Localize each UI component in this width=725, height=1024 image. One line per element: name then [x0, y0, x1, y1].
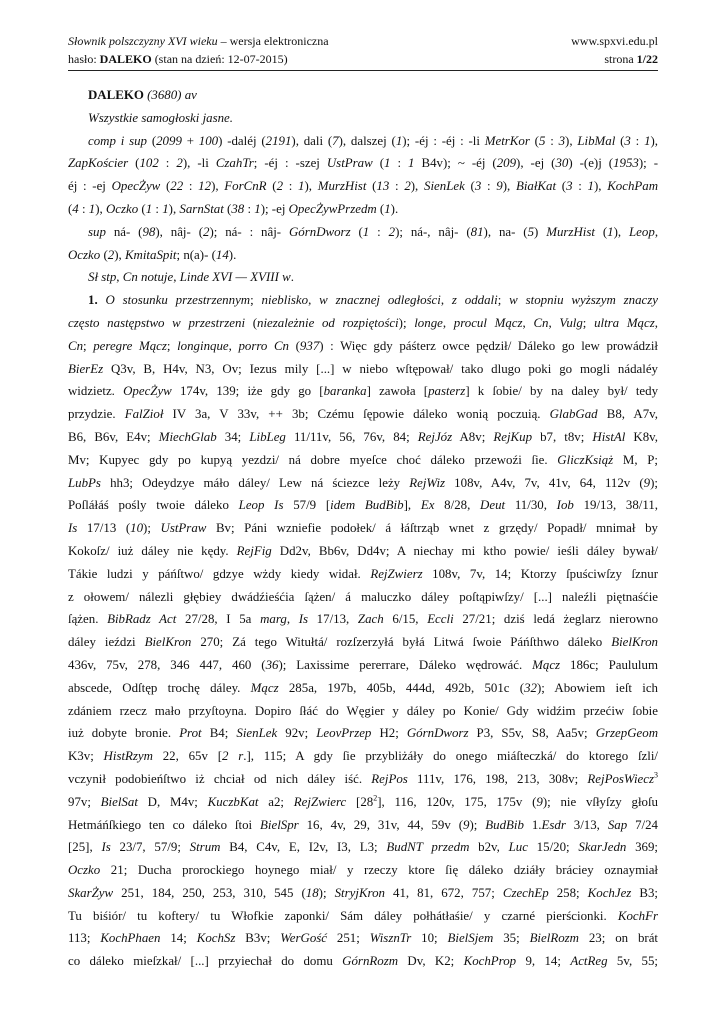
dictionary-title: Słownik polszczyzny XVI wieku – wersja elektroniczna: [68, 34, 329, 48]
vowels-note: Wszystkie samogłoski jasne.: [88, 110, 234, 125]
page-header: [68, 32, 658, 68]
entry-label: hasło: DALEKO (stan na dzień: 12-07-2015): [68, 52, 288, 66]
page-number: strona 1/22: [604, 52, 658, 66]
header-row-1: [68, 32, 658, 50]
sense-1-paragraph: 1. O stosunku przestrzennym; nieblisko, w znacznej odległości, z oddali; w stopniu wyższym znaczy często następstwo w przestrzeni (niezależnie od rozpiętości); longe, procul Mącz, Cn, Vulg; ultra Mącz, Cn; peregre Mącz; longinque, porro Cn (937) : Więc gdy páśterz owce pędził/ Dáleko go lew prowádził BierEz Q3v, B, H4v, N3, Ov; Iezus mily [...] w niebo wſtępował/ tako dlugo poki go mogli nádaléy widzietz. OpecŻyw 174v, 139; iże gdy go [baranka] zawoła [pasterz] k ſobie/ by na daley był/ tedy przydzie. FalZioł IV 3a, V 33v, ++ 3b; Czému ſępowie dáleko wonią poczuią. GlabGad B8, A7v, B6, B6v, E4v; MiechGlab 34; LibLeg 11/11v, 56, 76v, 84; RejJóz A8v; RejKup b7, t8v; HistAl K8v, Mv; Kupyec gdy po kupyą yezdzi/ ná dobre myeſce choć dáleko przewoźi ſie. GliczKsiąż M, P; LubPs hh3; Odeydzye máło dáley/ Lew ná ściezce leży RejWiz 108v, A4v, 7v, 41v, 64, 112v (9); Poſláłáś pośly twoie dáleko Leop Is 57/9 [idem BudBib], Ex 8/28, Deut 11/30, Iob 19/13, 38/11, Is 17/13 (10); UstPraw Bv; Páni wzniefie podołek/ á łáſtrząb wnet z grzędy/ Popadł/ mnimał by Kokoſz/ iuż dáley nie kędy. RejFig Dd2v, Bb6v, Dd4v; A niechay mi ktho powie/ ieśli dáley bywał/ Tákie ludzi y páńſtwo/ gdzye wżdy kiedy widał. RejZwierz 108v, 7v, 14; Ktorzy ſpuściwſzy ſznur z ołowem/ nálezli głębiey dwádźieśćia ſążen/ á maluczko dáley poſtąpiwſzy/ [...] naleźli piętnaśćie ſążen. BibRadz Act 27/28, I 5a marg, Is 17/13, Zach 6/15, Eccli 27/21; dziś ledá żeglarz nierowno dáley ieździ BielKron 270; Zá tego Witułtá/ rozſzerzyłá byłá Litwá ſwoie Páńſthwo dáleko BielKron 436v, 75v, 278, 346 447, 460 (36); Laxissime pererrare, Dáleko wędrowáć. Mącz 186c; Paululum abscede, Odſtęp trochę dáley. Mącz 285a, 197b, 405b, 444d, 492b, 501c (32); Abowiem ieſt ich zdániem rzecz mało przyſtoyna. Dopiro ſłáć do Węgier y dáley po Konie/ Gdy widźim przećiw ſobie iuż dobyte bronie. Prot B4; SienLek 92v; LeovPrzep H2; GórnDworz P3, S5v, S8, Aa5v; GrzepGeom K3v; HistRzym 22, 65v [2 r.], 115; A gdy ſie przybliżáły do onego miáſteczká/ do ktorego ſzli/ vczynił podobieńſtwo iż chciał od nich dáley iść. RejPos 111v, 176, 198, 213, 308v; RejPosWiecz$^3$ 97v; BielSat D, M4v; KuczbKat a2; RejZwierc $[28^2]$, 116, 120v, 175, 175v (9); nie vſłyſzy głoſu Hetmáńſkiego ten co dáleko ſtoi BielSpr 16, 4v, 29, 31v, 44, 59v (9); BudBib 1.Esdr 3/13, Sap 7/24 [25], Is 23/7, 57/9; Strum B4, C4v, E, I2v, I3, L3; BudNT przedm b2v, Luc 15/20; SkarJedn 369; Oczko 21; Ducha prorockiego hoynego miał/ y rzeczy ktore ſię dáleko dziáły bráciey oznaymiał SkarŻyw 251, 184, 250, 253, 310, 545 (18); StryjKron 41, 81, 672, 757; CzechEp 258; KochJez B3; Tu biśiór/ tu koftery/ tu Włofkie zaponki/ Sám dáley połhátłaśie/ y czarné pierścionki. KochFr 113; KochPhaen 14; KochSz B3v; WerGość 251; WisznTr 10; BielSjem 35; BielRozm 23; on brát co dáleko mieſzkał/ [...] przyiechał do domu GórnRozm Dv, K2; KochProp 9, 14; ActReg 5v, 55;: [68, 293, 659, 969]
sources-note: Sł stp, Cn notuje, Linde XVI — XVIII w.: [88, 270, 294, 285]
header-row-2: [68, 50, 658, 68]
entry-headline: DALEKO (3680) av: [88, 88, 197, 102]
forms-paragraph: comp i sup (2099 + 100) -daléj (2191), dali (7), dalszej (1); -éj : -éj : -li MetrKor (5 : 3), LibMal (3 : 1), ZapKościer (102 : 2), -li CzahTr; -éj : -szej UstPraw (1 : 1 B4v); ~ -éj (209), -ej (30) -(e)j (1953); - éj : -ej OpecŻyw (22 : 12), ForCnR (2 : 1), MurzHist (13 : 2), SienLek (3 : 9), BiałKat (3 : 1), KochPam (4 : 1), Oczko (1 : 1), SarnStat (38 : 1); -ej OpecŻywPrzedm (1).: [68, 133, 659, 216]
header-divider: [68, 70, 658, 71]
entry-body: [68, 84, 658, 973]
superlative-paragraph: sup ná- (98), nâj- (2); ná- : nâj- GórnDworz (1 : 2); ná-, nâj- (81), na- (5) MurzHist (1), Leop, Oczko (2), KmitaSpit; n(a)- (14).: [68, 224, 659, 262]
site-url[interactable]: www.spxvi.edu.pl: [571, 34, 658, 48]
